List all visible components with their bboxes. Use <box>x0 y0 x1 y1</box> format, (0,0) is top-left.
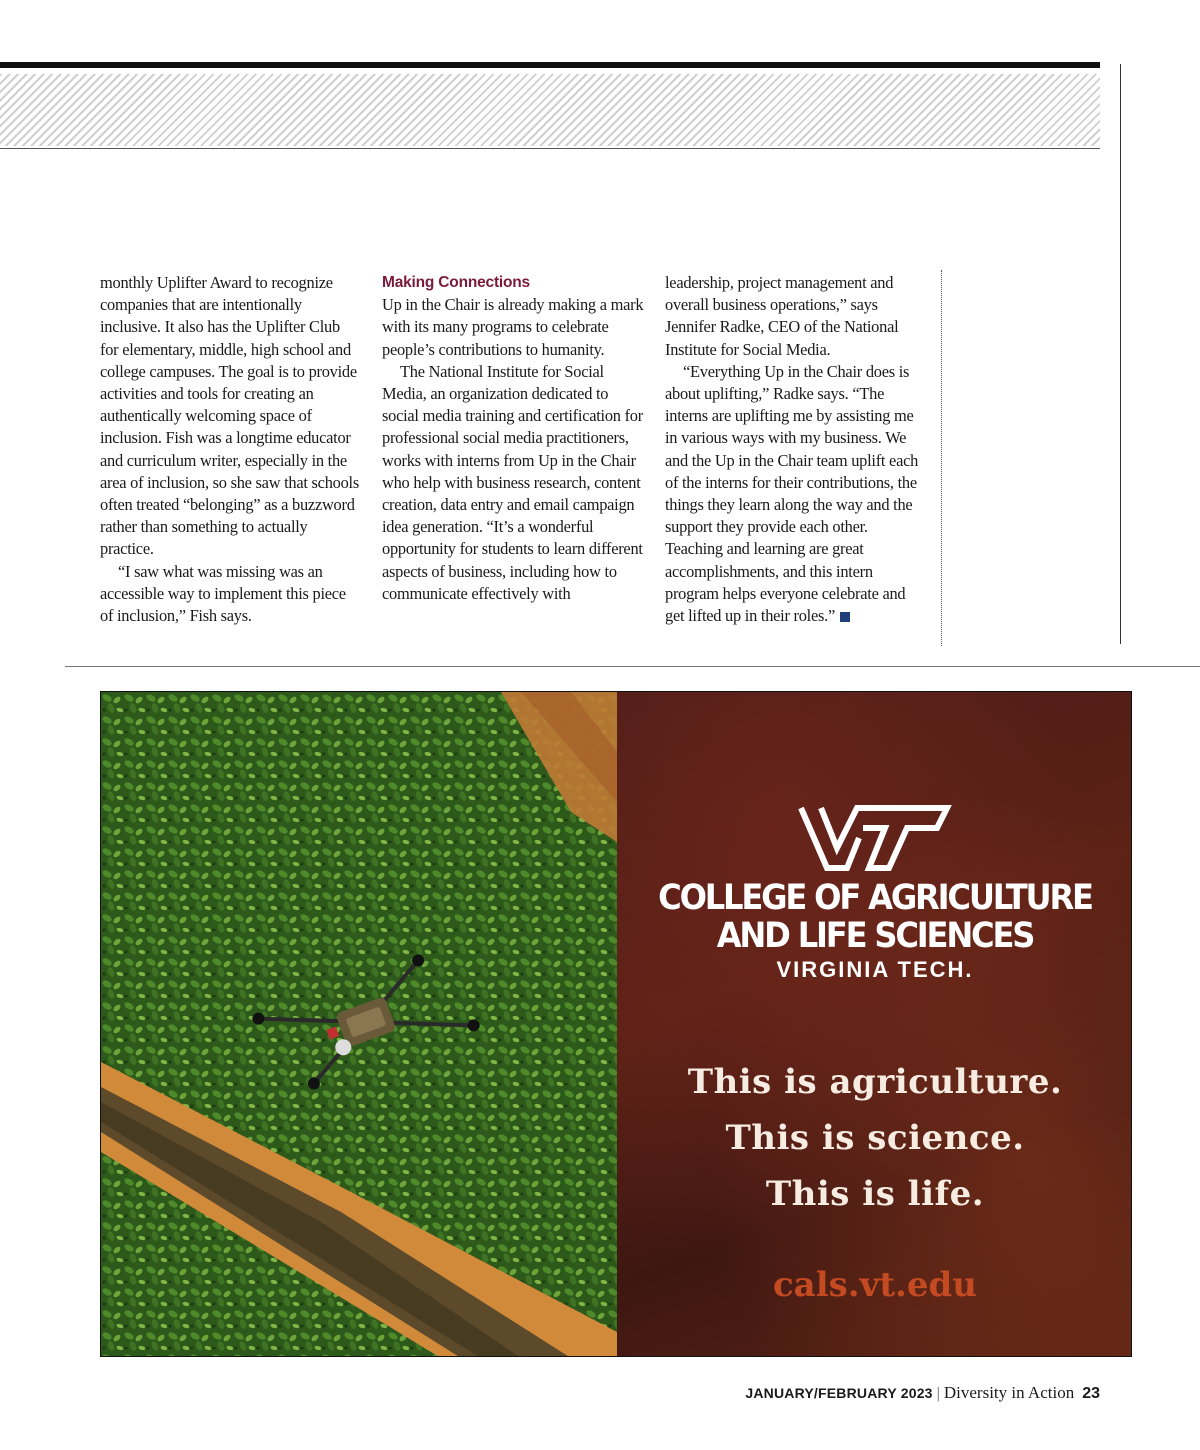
footer-separator: | <box>936 1385 940 1402</box>
paragraph-last <box>665 361 927 627</box>
paragraph: Up in the Chair is already making a mark with its many programs to celebrate people’s contributions to humanity. <box>382 295 644 359</box>
advertisement[interactable] <box>100 691 1132 1357</box>
tagline-science: This is science. <box>725 1118 1025 1158</box>
paragraph-text: “Everything Up in the Chair does is about uplifting,” Radke says. “The interns are uplifting me by assisting me in various ways with my business. We and the Up in the Chair team uplift each of the interns for their contributions, the things they learn along the way and the support they provide each other. Teaching and learning are great accomplishments, and this intern program helps everyone celebrate and get lifted up in their roles.” <box>665 361 919 626</box>
right-vertical-rule <box>1120 64 1121 644</box>
vt-logo-icon <box>797 802 953 874</box>
college-name-line-2: AND LIFE SCIENCES <box>716 916 1034 956</box>
university-name: VIRGINIA TECH. <box>776 957 974 982</box>
magazine-title: Diversity in Action <box>943 1383 1075 1402</box>
article-column-2 <box>382 272 644 605</box>
top-rule <box>0 62 1100 68</box>
paragraph: leadership, project management and overall business operations,” says Jennifer Radke, CEO of the National Institute for Social Media. <box>665 273 899 359</box>
banner-underline <box>0 148 1100 149</box>
article-column-1 <box>100 272 362 627</box>
paragraph: “I saw what was missing was an accessible way to implement this piece of inclusion,” Fish says. <box>100 561 346 626</box>
section-subhead: Making Connections <box>382 274 530 291</box>
dotted-column-rule <box>941 270 942 646</box>
paragraph: monthly Uplifter Award to recognize companies that are intentionally inclusive. It also has the Uplifter Club for elementary, middle, high school and college campuses. The goal is to provide activities and tools for creating an authentically welcoming space of inclusion. Fish was a longtime educator and curriculum writer, especially in the area of inclusion, so she saw that schools often treated “belonging” as a buzzword rather than something to actually practice. <box>100 273 359 559</box>
tagline-life: This is life. <box>765 1174 985 1214</box>
article-column-3 <box>665 272 927 627</box>
ad-url-link[interactable]: cals.vt.edu <box>772 1265 978 1305</box>
issue-date: JANUARY/FEBRUARY 2023 <box>745 1385 933 1401</box>
article-bottom-rule <box>65 666 1200 667</box>
paragraph: The National Institute for Social Media, an organization dedicated to social media training and certification for professional social media practitioners, works with interns from Up in the Chair who help with business research, content creation, data entry and email campaign idea generation. “It’s a wonderful opportunity for students to learn different aspects of business, including how to communicate effectively with <box>382 361 643 603</box>
end-of-article-icon <box>840 612 850 622</box>
college-name-line-1: COLLEGE OF AGRICULTURE <box>658 878 1092 918</box>
tagline-agriculture: This is agriculture. <box>687 1062 1063 1102</box>
page-number: 23 <box>1082 1385 1100 1402</box>
hatched-banner <box>0 74 1100 146</box>
crop-field-drone-illustration <box>101 692 617 1356</box>
ad-text-panel <box>617 692 1132 1356</box>
drone-image <box>101 692 617 1356</box>
page-footer <box>745 1383 1100 1403</box>
